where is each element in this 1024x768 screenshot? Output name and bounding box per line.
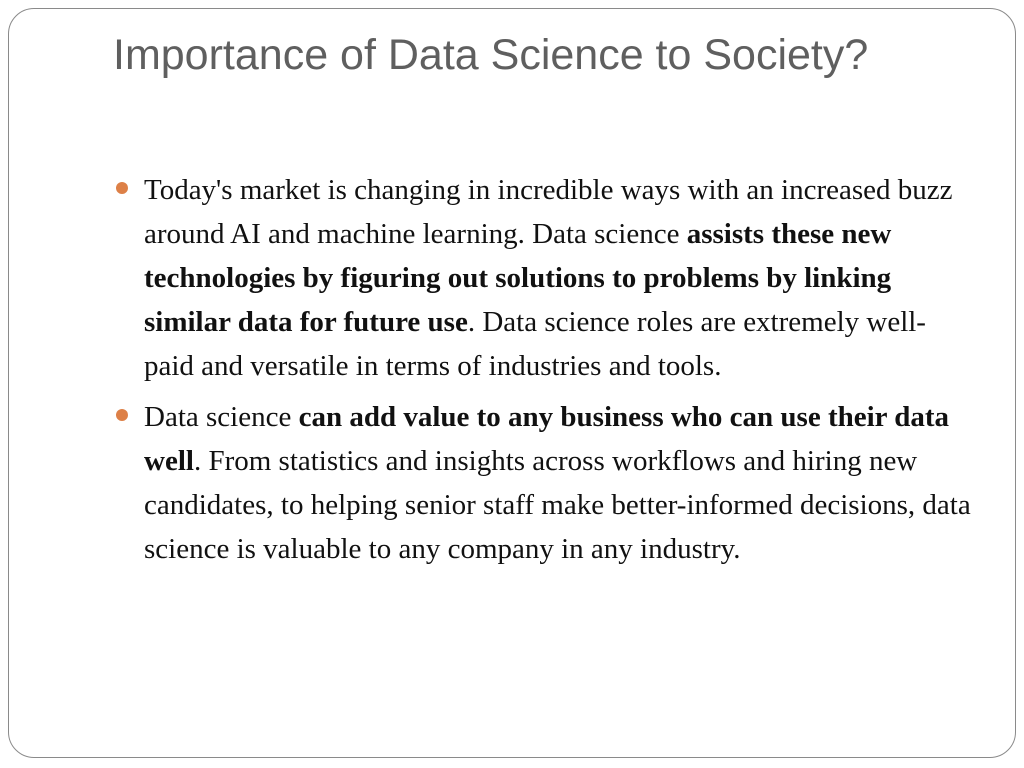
bullet-item (115, 168, 975, 388)
bullet-item (115, 395, 975, 571)
bullet-text: . Data science roles are extremely well-paid and versatile in terms of industries and tools. (144, 306, 926, 382)
bullet-emphasis: can add value to any business who can use their data well (144, 401, 950, 477)
bullet-dot-icon (116, 409, 128, 421)
bullet-list (115, 168, 975, 578)
bullet-dot-icon (116, 182, 128, 194)
bullet-text: Today's market is changing in incredible ways with an increased buzz around AI and machine learning. Data science (144, 174, 953, 250)
bullet-text: Data science (144, 401, 299, 433)
bullet-emphasis: assists these new technologies by figuring out solutions to problems by linking similar data for future use (144, 218, 892, 338)
bullet-text: . From statistics and insights across workflows and hiring new candidates, to helping senior staff make better-informed decisions, data science is valuable to any company in any industry. (144, 445, 971, 565)
slide-title: Importance of Data Science to Society? (113, 31, 869, 79)
